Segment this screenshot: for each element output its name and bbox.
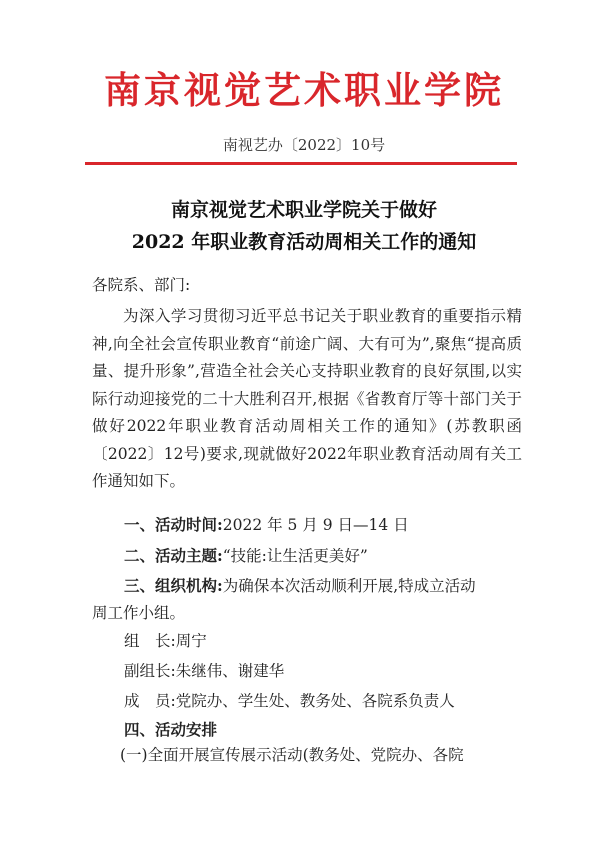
item-activity-time-value: 2022 年 5 月 9 日—14 日 [222,516,409,534]
item-activity-time-label: 一、活动时间: [124,515,223,534]
item-organization-value: 为确保本次活动顺利开展,特成立活动 [222,577,476,595]
item-organization-label: 三、组织机构: [124,576,223,595]
salutation: 各院系、部门: [92,276,191,294]
notice-title-line1: 南京视觉艺术职业学院关于做好 [170,199,437,221]
item-activity-theme [124,542,368,571]
sub-item-1: (一)全面开展宣传展示活动(教务处、党院办、各院 [120,746,464,764]
item-activity-arrangement: 四、活动安排 [124,720,218,739]
group-members: 成 员:党院办、学生处、教务处、各院系负责人 [124,692,455,710]
notice-title-line2: 2022 年职业教育活动周相关工作的通知 [131,231,477,253]
document-number: 南视艺办〔2022〕10号 [222,136,386,154]
item-activity-time [124,511,409,540]
item-organization [124,572,524,601]
intro-paragraph: 为深入学习贯彻习近平总书记关于职业教育的重要指示精神,向全社会宣传职业教育“前途广阔、大有可为”,聚焦“提高质量、提升形象”,营造全社会关心支持职业教育的良好氛围,以实际行动迎接党的二十大胜利召开,根据《省教育厅等十部门关于做好2022年职业教育活动周相关工作的通知》(苏教职函〔2022〕12号)要求,现就做好2022年职业教育活动周有关工作通知如下。 [92,307,522,490]
item-organization-continued: 周工作小组。 [92,604,186,622]
item-activity-theme-label: 二、活动主题: [124,546,223,565]
group-leader: 组 长:周宁 [124,632,207,650]
letterhead-divider [85,162,517,165]
item-activity-theme-value: “技能:让生活更美好” [222,547,368,565]
org-letterhead-title: 南京视觉艺术职业学院 [104,68,504,112]
group-deputy-leader: 副组长:朱继伟、谢建华 [124,662,285,680]
